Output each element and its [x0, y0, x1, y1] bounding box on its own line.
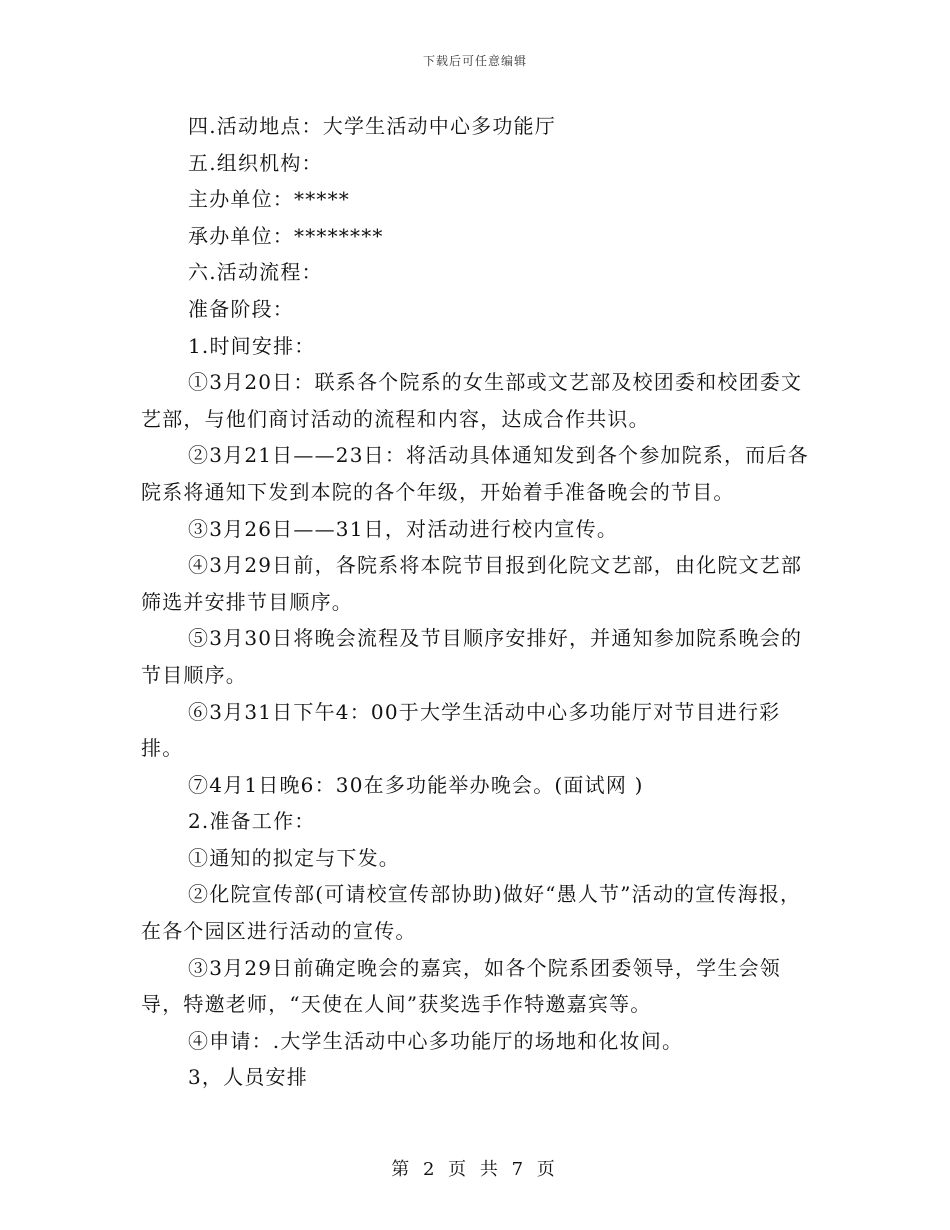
- paragraph-organizer-unit: 承办单位：********: [188, 223, 384, 248]
- paragraph-schedule-item-3: ③3月26日——31日，对活动进行校内宣传。: [188, 516, 619, 541]
- paragraph-activity-process: 六.活动流程：: [188, 260, 323, 285]
- page-header: 下载后可任意编辑: [422, 54, 527, 68]
- paragraph-time-schedule: 1.时间安排：: [188, 333, 316, 358]
- paragraph-work-item-3: ③3月29日前确定晚会的嘉宾，如各个院系团委领导，学生会领导，特邀老师，“天使在人间”获奖选手作特邀嘉宾等。: [141, 955, 781, 1017]
- paragraph-preparation-stage: 准备阶段：: [188, 296, 294, 321]
- paragraph-schedule-item-2: ②3月21日——23日：将活动具体通知发到各个参加院系，而后各院系将通知下发到本院的各个年级，开始着手准备晚会的节目。: [141, 443, 809, 504]
- paragraph-schedule-item-6: ⑥3月31日下午4：00于大学生活动中心多功能厅对节目进行彩排。: [141, 699, 781, 761]
- paragraph-work-item-2: ②化院宣传部(可请校宣传部协助)做好“愚人节”活动的宣传海报，在各个园区进行活动的宣传。: [141, 882, 802, 944]
- paragraph-organization: 五.组织机构：: [188, 150, 323, 175]
- paragraph-schedule-item-1: ①3月20日：联系各个院系的女生部或文艺部及校团委和校团委文艺部，与他们商讨活动的流程和内容，达成合作共识。: [141, 370, 803, 431]
- paragraph-work-item-1: ①通知的拟定与下发。: [188, 845, 400, 870]
- document-body: [141, 108, 809, 1096]
- paragraph-host-unit: 主办单位：*****: [188, 187, 350, 212]
- paragraph-activity-location: 四.活动地点：大学生活动中心多功能厅: [188, 114, 556, 138]
- page-footer: 第 2 页 共 7 页: [391, 1159, 559, 1180]
- paragraph-schedule-item-5: ⑤3月30日将晚会流程及节目顺序安排好，并通知参加院系晚会的节目顺序。: [141, 626, 803, 687]
- paragraph-preparation-work: 2.准备工作：: [188, 809, 316, 834]
- paragraph-staff-arrangement: 3，人员安排: [188, 1065, 308, 1090]
- paragraph-work-item-4: ④申请：.大学生活动中心多功能厅的场地和化妆间。: [188, 1028, 684, 1053]
- paragraph-schedule-item-7: ⑦4月1日晚6：30在多功能举办晚会。(面试网 ): [188, 772, 644, 797]
- paragraph-schedule-item-4: ④3月29日前，各院系将本院节目报到化院文艺部，由化院文艺部筛选并安排节目顺序。: [141, 553, 803, 614]
